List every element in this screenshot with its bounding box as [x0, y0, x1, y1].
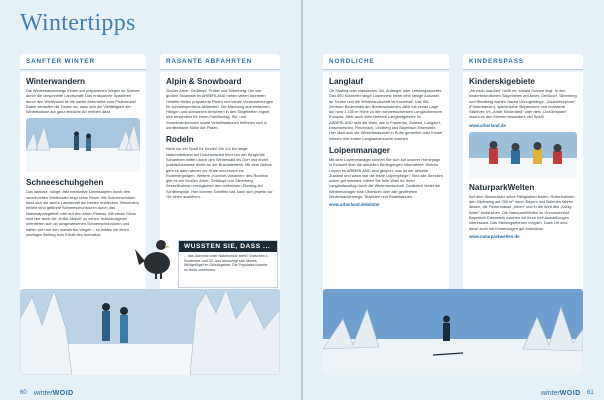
cross-country-skier-icon	[323, 289, 583, 375]
heading-schneeschuhgehen: Schneeschuhgehen	[26, 178, 104, 188]
photo-snowshoe-hikers	[20, 289, 280, 375]
logo-left	[34, 390, 74, 397]
capercaillie-bird-icon	[135, 235, 175, 281]
heading-loipenmanager: Loipenmanager	[329, 145, 390, 155]
section-header: RASANTE ABFAHRTEN	[160, 54, 280, 69]
skiing-children-icon	[469, 132, 577, 178]
heading-winterwandern: Winterwandern	[26, 77, 86, 86]
left-page	[0, 0, 301, 400]
heading-kinderskigebiete: Kinderskigebiete	[469, 77, 535, 86]
section-header: NORDLICHE	[323, 54, 449, 69]
heading-naturparkwelten: NaturparkWelten	[469, 182, 535, 192]
text-naturparkwelten: Auf dem Skiomulator seine Fähigkeiten testen, Rollenbahnen den Gipfelweg auf 260 m² durch Bayern und Böhmen fahren lassen, die Fledermäuse „hören“ und in die Welt des „König Arber“ eintauchen. Die NaturparkWelten im Grenzbahnhof Bayerisch Eisenstein machen mit ihren fünf Ausstellungen interessant. Das Stellungsebenen möglich. Dank Lift sind diese auch mit Kinderwagen gut erreichbar.	[469, 193, 575, 231]
column-sanfter-winter	[20, 54, 146, 291]
page-number-left: 60	[20, 390, 27, 396]
heading-alpin-snowboard: Alpin & Snowboard	[166, 77, 242, 86]
text-alpin-snowboard: Großer Arber, Geißkopf, Pröller und Silberberg. Die vier großen Skiareale im ARBERLAND neben vielen kleineren Ortslifte bieten präparierte Pisten und ideale Voraussetzungen für schneesportliche Abfahrten. Die Mischung aus einfachen Hängen und schwarzen Abfahrten in den Skigebieten eignet sich besonders für einen Familientag. Ski- und Snowboardschulen sowie Verleihstationen befinden sich in unmittelbarer Nähe der Pisten.	[166, 88, 274, 131]
info-box-title: WUSSTEN SIE, DASS ...	[179, 241, 277, 252]
logo-bold-text: WOID	[52, 390, 74, 397]
card-nordliche	[323, 72, 449, 291]
heading-langlauf: Langlauf	[329, 77, 364, 86]
link-arberland-winter[interactable]: www.arberland.de/winter	[329, 202, 380, 208]
right-page	[303, 0, 604, 400]
link-arberland[interactable]: www.arberland.de	[469, 122, 506, 128]
hikers-icon	[26, 118, 140, 172]
logo-bold-text: WOID	[559, 390, 581, 397]
logo-right	[541, 390, 581, 397]
text-rodeln: Nicht nur ein Spaß für Kinder! Die 3,6 km lange Naturrodelbahn bei Drachselsried führt von der Berghütte Schareben mitten durch den Winterwald ins Dorf und endet praktischerweise direkt an der Bushaltestelle. Mit dem Skibus geht es dann wieder zur Hütte und erneut ins Rodelvergnügen. Weitere „Komfort-Varianten“ des Rodelns gibt es am Großen Arber, Geißkopf und Silberberg. Sessellbahnen ermöglichen den mühelosen Einstieg zur Schlittenpiste. Hier können Schlitten hat, kann sich jeweils vor Ort einen ausleihen.	[166, 146, 273, 200]
link-naturparkwelten[interactable]: www.naturparkwelten.de	[469, 233, 520, 239]
logo-light-text: winter	[541, 390, 560, 397]
snow-trees-icon	[20, 289, 280, 375]
text-kinderskigebiete: „Ab nach draußen“ heißt es, sobald Schnee liegt. In den kinderfreundlichen Skigebieten am Arber, Geißkopf, Silberberg und Riedlberg warten Nacha Übungshänge, „Zauberteppiche“ (Förderbänder), spielerische Skiparcours und motivierte Skilehrer. Im „Arbär Kinderland“ oder dem „Geißleinpark“ macht es den Kleinen besonders viel Spaß!	[469, 88, 577, 120]
column-nordliche	[323, 54, 449, 291]
section-header: SANFTER WINTER	[20, 54, 146, 69]
logo-light-text: winter	[34, 390, 53, 397]
page-title: Wintertipps	[20, 10, 136, 36]
page-number-right: 61	[587, 390, 594, 396]
text-loipenmanager: Mit dem Loipenmanager können Sie sich auf unserer Homepage in Echtzeit über die aktuellen Bedingungen informieren: Welche Loipen im ARBERLAND sind gespurt, was ist der aktuelle Zustand und wann war die letzte Loipenpflege? Sind alle Strecken online gut markiert, haben Sie freie Wahl für Ihren Langlaufausflug durch die Winterlandschaft. Zusätzlich bietet der Wintermanager eine Übersicht über alle geöffneten Winterwanderwege, Skipisten und Rodelbahnen.	[329, 156, 443, 200]
photo-cross-country-skier	[323, 289, 583, 375]
section-header: KINDERSPASS	[463, 54, 583, 69]
card-kinderspass	[463, 72, 583, 291]
text-langlauf: Ob Skating oder klassischer Stil, Anfänger oder Leistungssportler. Das 600 Kilometer lange Loipennetz bietet eine riesige Auswahl an Touren und die Winterlandschaft ist traumhaft. Das Ski-Zentrum Bodenmais am Bretterschachten zählt mit seiner Lage auf rund 1.100 m Höhe zu den schneesichersten Langlaufzentren Europas. Aber auch viele kleinere Langlaufgebiete im ARBERLAND sind die Wahl, wie in Frauenau, Zwiesel, Langdorf, Drachselsried, Rinchnach, Lindberg und Bayerisch Eisenstein. Hier lässt sich die Winterlandschaft in Ruhe genießen oder Kinder können ihre ersten Langlaufversuche machen.	[329, 88, 443, 141]
info-box-wussten-sie	[178, 240, 278, 288]
photo-skiing-children	[469, 132, 577, 178]
heading-rodeln: Rodeln	[166, 135, 194, 145]
info-box-text: ... das Auerwild unter Naturschutz steht? Zwischen 1. November und 30. Juni bevorzugt sich dieses Wildgeflügel im Schutzgebiet. Die Population konnte so leicht zunehmen.	[184, 254, 269, 273]
card-sanfter-winter	[20, 72, 146, 291]
photo-winter-hikers	[26, 118, 140, 172]
column-kinderspass	[463, 54, 583, 291]
text-winterwandern: Die Winterwanderwege führen auf präparierten Wegen im Schnee durch die verschneite Landschaft. Das entspannte Spazieren durch den Winterwald ist die sanfte Alternative zum Pistentrubel. Dabei verlaufen die Touren so, dass sich die Vielfältigkeit der Winterkulisse auf ganz einfache Art erleben lässt.	[26, 88, 140, 115]
text-schneeschuhgehen: Das lautlose, ruhige, fast meditative Dahinstapfen durch den verschneiten Winterwald zeigt seine Reize. Mit Schneeschuhen lässt sich die weiße Landschaft am besten entdecken. Besonders beliebt sind geführte Schneeschuhtouren durch das Nationalparkgebiet oder auf den Arber-Plateau. Mit etwas Glück sind hier auch die „Kriller-Mandl“ zu sehen. Individualgeher orientieren sich an ausgewiesenen Schneeschuhrouten und halten sich auf den markierten Wegen – so leisten sie einen wichtigen Beitrag zum Erhalt des Auerwilds.	[26, 189, 139, 237]
